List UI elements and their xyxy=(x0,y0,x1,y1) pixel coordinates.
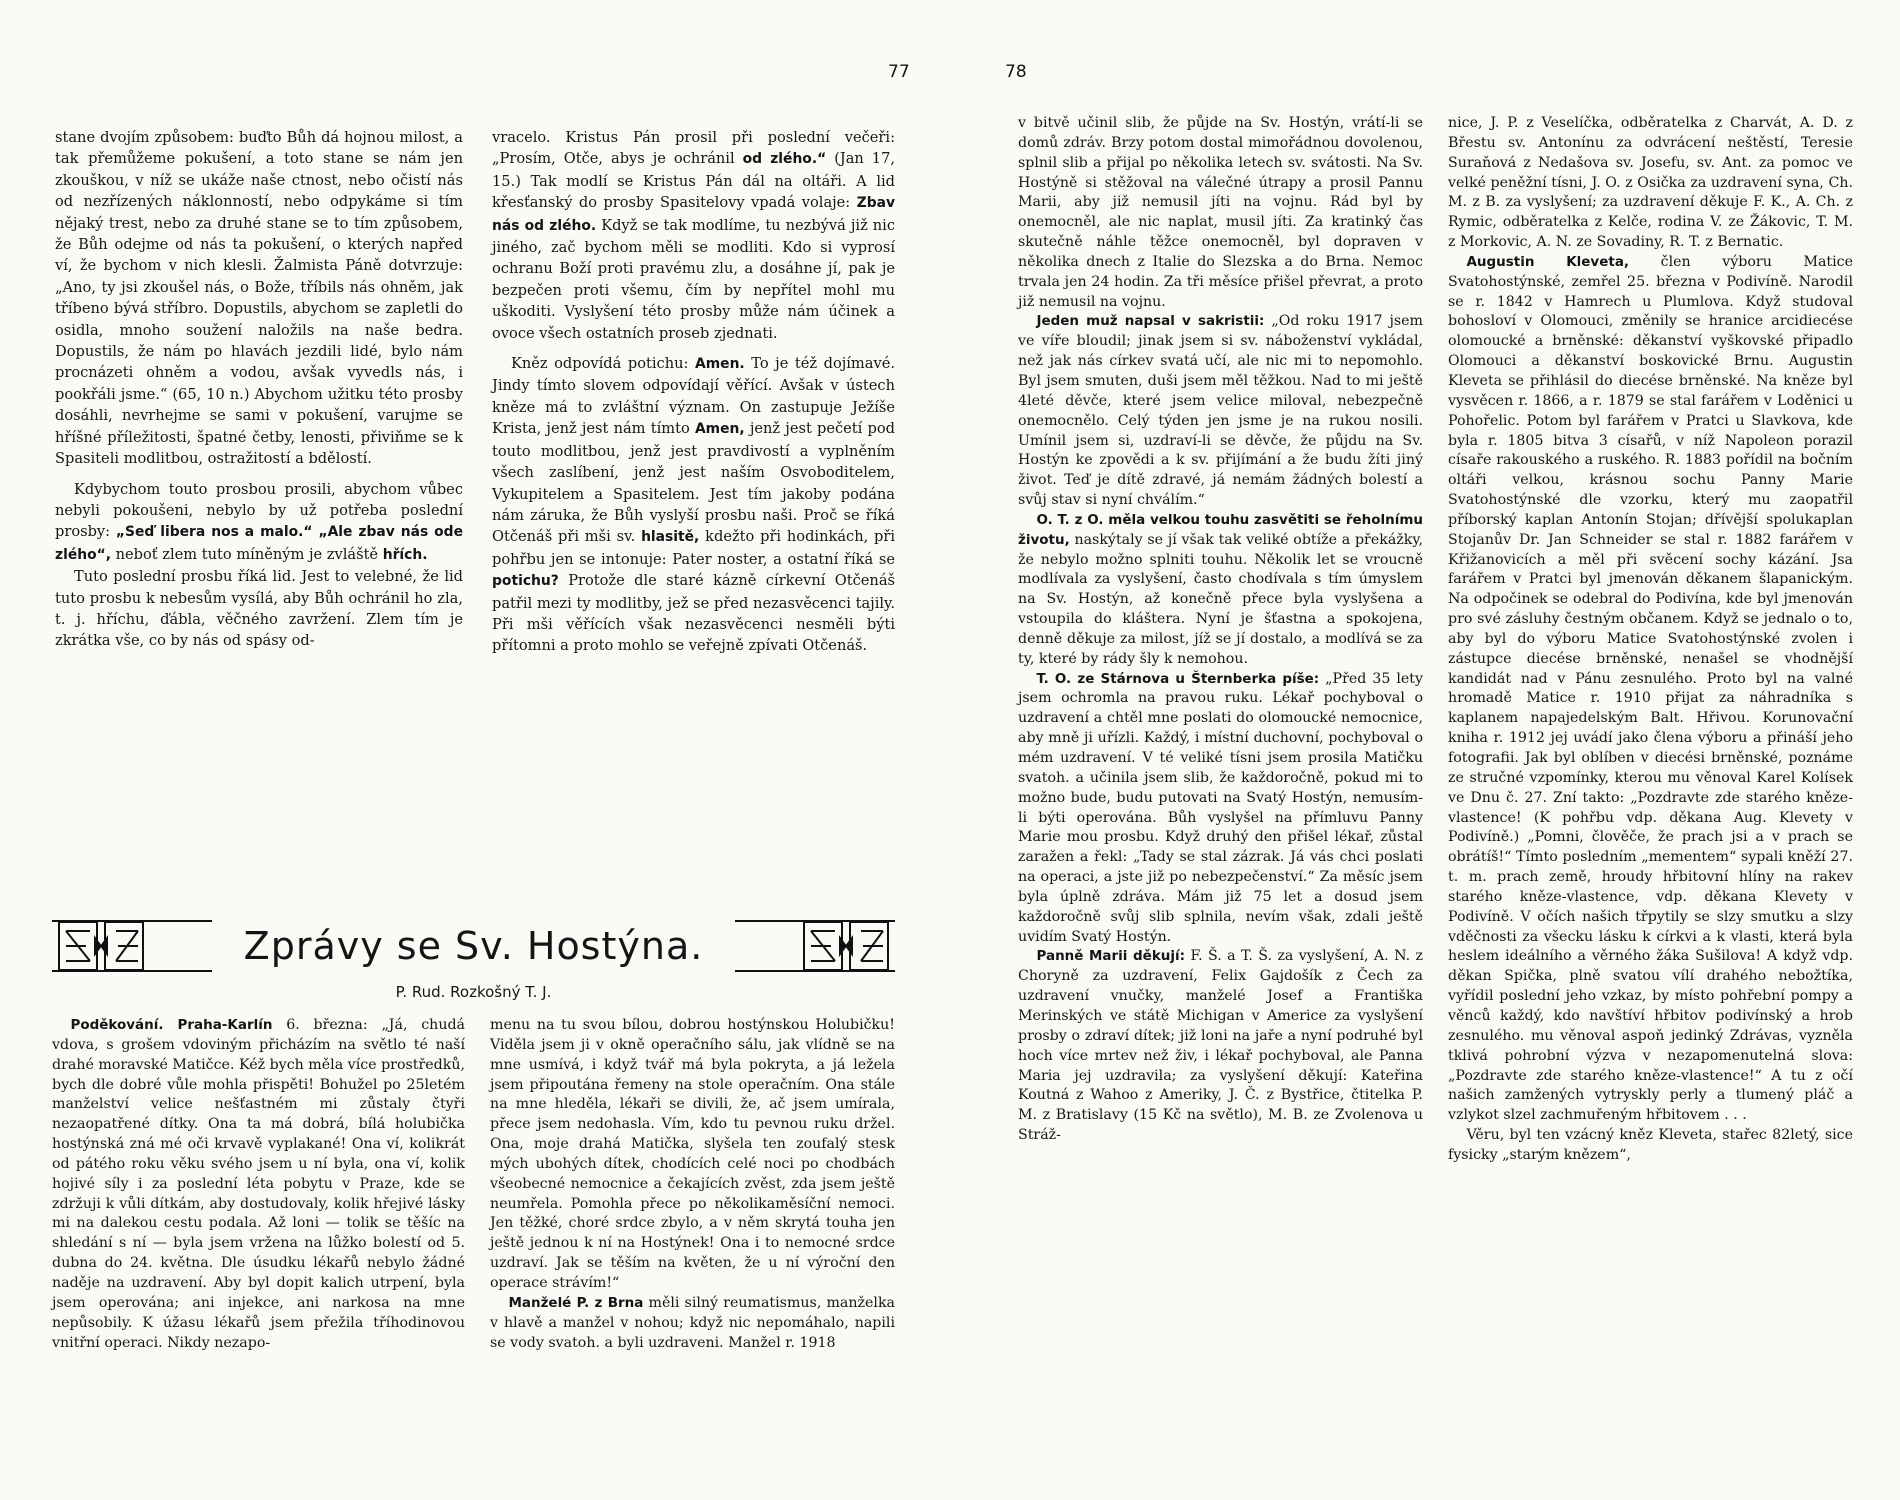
paragraph: Kdybychom touto prosbou prosili, abychom vůbec nebyli pokoušeni, nebylo by už potřeba poslední prosby: „Seď libera nos a malo.“ „Ale zbav nás ode zlého“, neboť zlem tuto míněným je zvláště hřích. xyxy=(55,480,463,563)
paragraph: Tuto poslední prosbu říká lid. Jest to velebné, že lid tuto prosbu k nebesům vysílá, aby Bůh ochránil ho zla, t. j. hříchu, ďábla, věčného zavržení. Zlem tím je zkrátka vše, co by nás od spásy od- xyxy=(55,568,463,650)
column-1 xyxy=(55,127,463,652)
page-number-left: 77 xyxy=(888,62,910,82)
paragraph: Kněz odpovídá potichu: Amen. To je též dojímavé. Jindy tímto slovem odpovídají věřící. Avšak v ústech kněze má to zvláštní význam. On zastupuje Ježíše Krista, jenž jest nám tímto Amen, jenž jest pečetí pod touto modlitbou, jenž jest pravdivostí a vyplněním všech zaslíbení, jenž jest naším Osvoboditelem, Vykupitelem a Spasitelem. Jest tím jakoby podána nám záruka, že Bůh vyslyší prosbu naši. Proč se říká Otčenáš při mši sv. hlasitě, kdežto při hodinkách, při pohřbu jen se intonuje: Pater noster, a ostatní říká se potichu? Protože dle staré kázně církevní Otčenáš patřil mezi ty modlitby, jež se před nezasvěcenci tajily. Při mši věřících však nezasvěcenci nesměli býti přítomni a proto mohlo se veřejně zpívati Otčenáš. xyxy=(492,355,896,655)
paragraph: nice, J. P. z Veselíčka, odběratelka z Charvát, A. D. z Břestu sv. Antonínu za odvrácení neštěstí, Teresie Suraňová z Nedašova sv. Josefu, sv. Ant. za pomoc ve velké peněžní tísni, J. O. z Osička za uzdravení syna, Ch. M. z B. za vyslyšení; za uzdravení děkuje F. K., A. Ch. z Rymic, odběratelka z Kelče, rodina V. ze Žákovic, T. M. z Morkovic, A. N. ze Sovadiny, R. T. z Bernatic. xyxy=(1448,115,1853,251)
paragraph: Jeden muž napsal v sakristii: „Od roku 1917 jsem ve víře bloudil; jinak jsem si sv. náboženství vykládal, než jak nás církev svatá učí, ale nic mi to nepomohlo. Byl jsem smuten, duši jsem měl těžkou. Nad to mi ještě 4leté děvče, které jsem velice miloval, nebezpečně onemocnělo. Celý týden jen jsme je na rukou nosili. Umínil jsem si, uzdraví-li se děvče, že půjdu na Sv. Hostýn ke zpovědi a k sv. přijímání a že budu žíti jiný život. Teď je dítě zdravé, já nemám žádných bolestí a svůj stav si nyní chválím.“ xyxy=(1018,313,1423,509)
section-title: Zprávy se Sv. Hostýna. xyxy=(212,918,735,974)
column-5 xyxy=(1018,114,1423,1146)
column-4 xyxy=(490,1016,895,1353)
paragraph: Augustin Kleveta, člen výboru Matice Svatohostýnské, zemřel 25. března v Podivíně. Narodil se r. 1842 v Hamrech u Plumlova. Když studoval bohosloví v Olomouci, změnily se hranice arcidiecése olomoucké a brněnské: děkanství vyškovské připadlo Olomouci a děkanství boskovické Brnu. Augustin Kleveta se přihlásil do diecése brněnské. Na kněze byl vysvěcen r. 1866, a r. 1879 se stal farářem v Loděnici u Pohořelic. Potom byl farářem v Pratci u Slavkova, kde byla r. 1805 bitva 3 císařů, v níž Napoleon porazil císaře rakouského a ruského. R. 1883 pořídil na bočním oltáři velkou, krásnou sochu Panny Marie Svatohostýnské dle vzorku, který mu zaopatřil příborský kaplan Antonín Stojan; dřívější spolukaplan Stojanův Dr. Jan Schneider se stal r. 1882 farářem v Křižanovicích a měl při svěcení sochy kázání. Jsa farářem v Pratci byl jmenován děkanem šlapanickým. Na odpočinek se odebral do Podivína, kde byl jmenován pro své zásluhy čestným občanem. Když se jednalo o to, aby byl do výboru Matice Svatohostýnské zvolen i zástupce diecése brněnské, nenašel se vhodnější kandidát nad v Pánu zesnulého. Proto byl na valné hromadě Matice r. 1910 přijat za náhradníka s kaplanem napajedelským Balt. Hřivou. Korunovační kniha r. 1912 jej uvádí jako člena výboru a přináší jeho fotografii. Jak byl oblíben v diecési brněnské, poznáme ze stručné vzpomínky, kterou mu věnoval Karel Kolísek ve Dnu č. 27. Zní takto: „Pozdravte zde starého kněze-vlastence! (K pohřbu vdp. děkana Aug. Klevety v Podivíně.) „Pomni, člověče, že prach jsi a v prach se obrátíš!“ Tímto posledním „mementem“ sypali kněží 27. t. m. prach země, hroudy hřbitovní hlíny na rakev starého kněze-vlastence, vdp. děkana Klevety v Podivíně. V očích našich třpytily se slzy smutku a slzy vděčnosti za všecku lásku k církvi a k vlasti, která byla heslem ideálního a věrného žáka Sušilova! A když vdp. děkan Spička, plně svatou vílí drahého nebožtíka, vyřídil poslední jeho vzkaz, by místo pohřební pompy a věnců každý, kdo navštíví hřbitov podivínský a hrob zesnulého. mu věnoval aspoň jedinký Zdrávas, vyzněla tklivá pohrobní výzva v nezapomenutelná slova: „Pozdravte zde starého kněze-vlastence!“ A tu z očí našich zamžených vytryskly perly a tlumený pláč a vzlykot slzel zachmuřeným hřbitovem . . . xyxy=(1448,253,1854,1124)
paragraph: menu na tu svou bílou, dobrou hostýnskou Holubičku! Viděla jsem ji v okně operačního sálu, jak vlídně se na mne usmívá, i když tvář má byla pokryta, a já ležela jsem připoutána řemeny na stole operačním. Ona stále na mne hleděla, lékaři se divili, že, ač jsem umírala, přece jsem nedohasla. Vím, kdo tu pevnou ruku držel. Ona, moje drahá Matička, slyšela ten zoufalý stesk mých ubohých dítek, chodících celé noci po chodbách všeobecné nemocnice a čekajících zvěst, zda jsem ještě neumřela. Pomohla přece po několikaměsíční nemoci. Jen těžké, choré srdce zbylo, a v něm skrytá touha jen ještě jednou k ní na Hostýnek! Ona i to nemocné srdce uzdraví. Jak se těším na květen, že u ní výroční den operace strávím!“ xyxy=(490,1017,895,1291)
paragraph: Poděkování. Praha-Karlín 6. března: „Já, chudá vdova, s grošem vdoviným přicházím na světlo té naší drahé moravské Matičce. Kéž bych měla více prostředků, bych dle dobré vůle mohla přispěti! Bohužel po 25letém manželství velice nešťastném mi zůstaly čtyři nezaopatřené dítky. Ona ta má dobrá, bílá holubička hostýnská zná mé oči krvavě vyplakané! Ona ví, kolikrát od pátého roku věku svého jsem u ní byla, ona ví, kolik hojivé síly i za poslední léta pobytu v Praze, kde se zdržuji k vůli dítkám, aby dostudovaly, kolik hřejivé lásky mi na dalekou cestu podala. Až loni — tolik se těšíc na shledání s ní — byla jsem vržena na lůžko bolestí od 5. dubna do 24. května. Dle úsudku lékařů nebylo žádné naděje na uzdravení. Aby byl dopit kalich utrpení, byla jsem operována; ani injekce, ani narkosa na mne nepůsobily. K úžasu lékařů jsem přežila tříhodinovou vnitřní operaci. Nikdy nezapo- xyxy=(52,1017,465,1351)
paragraph: T. O. ze Stárnova u Šternberka píše: „Před 35 lety jsem ochromla na pravou ruku. Lékař pochyboval o uzdravení a chtěl mne poslati do olomoucké nemocnice, aby mně ji uřízli. Každý, i místní duchovní, pochyboval o mém uzdravení. V té veliké tísni jsem prosila Matičku svatoh. a učinila jsem slib, že každoročně, pokud mi to možno bude, budu putovati na Svatý Hostýn, nemusím-li býti operována. Bůh vyslyšel na přímluvu Panny Marie mou prosbu. Když druhý den přišel lékař, zůstal zaražen a řekl: „Tady se stal zázrak. Já vás chci poslati na operaci, a jste již po nebezpečenství.“ Za měsíc jsem byla úplně zdráva. Mám již 75 let a dosud jsem každoročně svůj slib splnila, nevím však, zdali ještě uvidím Svatý Hostýn. xyxy=(1018,670,1423,945)
paragraph: stane dvojím způsobem: buďto Bůh dá hojnou milost, a tak přemůžeme pokušení, a toto stane se nám jen zkouškou, v níž se ukáže naše ctnost, nebo očistí nás od nezřízených náklonností, nebo odpykáme si tím nějaký trest, nebo za druhé stane se to tím způsobem, že Bůh odejme od nás ta pokušení, o kterých napřed ví, že bychom v nich klesli. Žalmista Páně dotvrzuje: „Ano, ty jsi zkoušel nás, o Bože, tříbils nás ohněm, jak tříbeno bývá stříbro. Dopustils, abychom se zapletli do osidla, mnoho soužení naložils na naše bedra. Dopustils, že nám po hlavách jezdili lidé, bylo nám procnázeti ohněm a vodou, avšak vyvedls nás, i pookřáli jsme.“ (65, 10 n.) Abychom užitku této prosby dosáhli, nevrhejme se sami v pokušení, varujme se hříšné příležitosti, špatné četby, lenosti, přiviňme se k Spasiteli modlitbou, ostražitostí a bdělostí. xyxy=(55,129,463,468)
ornament-right-icon xyxy=(803,921,889,971)
paragraph: v bitvě učinil slib, že půjde na Sv. Hostýn, vrátí-li se domů zdráv. Brzy potom dostal mimořádnou dovolenou, splnil slib a přijal po několika letech sv. svátosti. Na Sv. Hostýně si stěžoval na válečné útrapy a prosil Pannu Marii, aby již nemusil jíti na vojnu. Rád byl by onemocněl, ale nic naplat, musil jíti. Za kratinký čas skutečně náhle těžce onemocněl, byl dopraven v několika dnech z Italie do Slezska a do Brna. Nemoc trvala jen 24 hodin. Za tři měsíce přišel převrat, a proto již nemusil na vojnu. xyxy=(1018,115,1423,310)
column-6 xyxy=(1448,114,1853,1166)
section-author: P. Rud. Rozkošný T. J. xyxy=(395,983,552,1001)
paragraph: O. T. z O. měla velkou touhu zasvětiti se řeholnímu životu, naskýtaly se jí však tak veliké obtíže a překážky, že nebylo možno splniti touhu. Několik let se vroucně modlívala za vyslyšení, často chodívala s tím úmyslem na Sv. Hostýn, až konečně přece byla vyslyšena a vstoupila do kláštera. Nyní je šťastna a spokojena, denně děkuje za milost, jíž se jí dostalo, a modlívá se za ty, které by rády šly k nemohou. xyxy=(1018,511,1423,667)
column-3 xyxy=(52,1016,465,1353)
ornament-left-icon xyxy=(58,921,144,971)
page-number-right: 78 xyxy=(1005,62,1027,82)
section-banner xyxy=(52,918,895,974)
column-2 xyxy=(492,127,895,657)
paragraph: Manželé P. z Brna měli silný reumatismus, manželka v hlavě a manžel v nohou; když nic nepomáhalo, napili se vody svatoh. a byli uzdraveni. Manžel r. 1918 xyxy=(490,1294,895,1351)
paragraph: Panně Marii děkují: F. Š. a T. Š. za vyslyšení, A. N. z Choryně za uzdravení, Felix Gajdošík z Čech za uzdravení vnučky, manželé Josef a Františka Merinských ve státě Michigan v Americe za vyslyšení prosby o zdraví dítek; již loni na jaře a nyní podruhé byl hoch více mrtev než živ, i lékař pochyboval, ale Panna Maria jej uzdravila; za vyslyšení děkují: Kateřina Koutná z Wahoo z Ameriky, J. Č. z Bystřice, čtitelka P. M. z Bratislavy (15 Kč na světlo), M. B. ze Zvolenova u Stráž- xyxy=(1018,948,1423,1144)
paragraph: Věru, byl ten vzácný kněz Kleveta, stařec 82letý, sice fysicky „starým knězem“, xyxy=(1448,1127,1853,1163)
paragraph: vracelo. Kristus Pán prosil při poslední večeři: „Prosím, Otče, abys je ochránil od zlého.“ (Jan 17, 15.) Tak modlí se Kristus Pán dál na oltáři. A lid křesťanský do prosby Spasitelovy vpadá volaje: Zbav nás od zlého. Když se tak modlíme, tu nezbývá již nic jiného, zač bychom měli se modliti. Kdo si vyprosí ochranu Boží proti pravému zlu, a dosáhne jí, pak je bezpečen proti všemu, čím by nepřítel mohl mu uškoditi. Vyslyšení této prosby může nám účinek a ovoce všech ostatních proseb zjednati. xyxy=(492,129,896,342)
